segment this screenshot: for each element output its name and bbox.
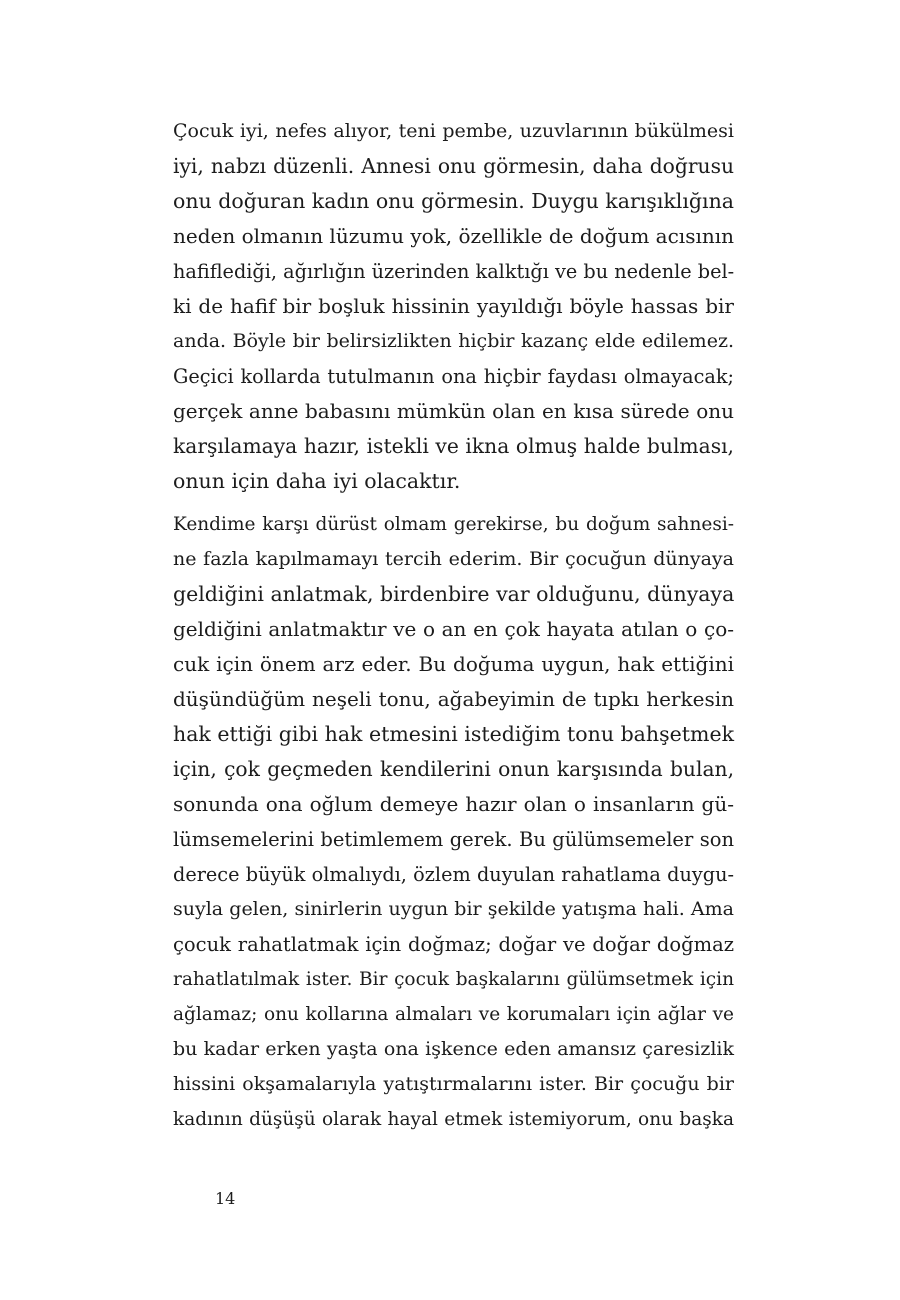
text-line: anda. Böyle bir belirsizlikten hiçbir kazanç elde edilemez.	[173, 330, 734, 352]
text-line: ki de hafif bir boşluk hissinin yayıldığı böyle hassas bir	[173, 294, 734, 318]
text-line: onu doğuran kadın onu görmesin. Duygu karışıklığına	[173, 189, 735, 213]
text-line: geldiğini anlatmak, birdenbire var olduğunu, dünyaya	[173, 582, 735, 606]
text-line: iyi, nabzı düzenli. Annesi onu görmesin, daha doğrusu	[173, 154, 734, 178]
text-line: derece büyük olmalıydı, özlem duyulan rahatlama duygu-	[173, 863, 734, 886]
text-line: ağlamaz; onu kollarına almaları ve korumaları için ağlar ve	[173, 1004, 734, 1025]
text-line: hissini okşamalarıyla yatıştırmalarını ister. Bir çocuğu bir	[173, 1073, 734, 1095]
text-line: kadının düşüşü olarak hayal etmek istemiyorum, onu başka	[173, 1109, 734, 1130]
text-line: neden olmanın lüzumu yok, özellikle de doğum acısının	[173, 224, 735, 248]
text-line: Kendime karşı dürüst olmam gerekirse, bu doğum sahnesi-	[173, 514, 734, 535]
text-line: için, çok geçmeden kendilerini onun karşısında bulan,	[173, 757, 734, 781]
paragraph-2	[173, 507, 734, 1137]
text-line: Geçici kollarda tutulmanın ona hiçbir faydası olmayacak;	[173, 365, 734, 388]
text-line: gerçek anne babasını mümkün olan en kısa sürede onu	[173, 399, 734, 423]
text-line: karşılamaya hazır, istekli ve ikna olmuş halde bulması,	[173, 434, 734, 458]
text-line: onun için daha iyi olacaktır.	[173, 469, 461, 493]
text-line: cuk için önem arz eder. Bu doğuma uygun, hak ettiğini	[173, 652, 734, 676]
text-line: suyla gelen, sinirlerin uygun bir şekilde yatışma hali. Ama	[173, 898, 734, 920]
page-number: 14	[215, 1189, 236, 1208]
body-text	[173, 114, 734, 1137]
text-line: hafiflediği, ağırlığın üzerinden kalktığı ve bu nedenle bel-	[173, 260, 735, 283]
text-line: sonunda ona oğlum demeye hazır olan o insanların gü-	[173, 792, 734, 816]
text-line: çocuk rahatlatmak için doğmaz; doğar ve doğar doğmaz	[173, 933, 734, 956]
paragraph-1	[173, 114, 734, 499]
text-line: ne fazla kapılmamayı tercih ederim. Bir çocuğun dünyaya	[173, 548, 734, 570]
text-line: hak ettiği gibi hak etmesini istediğim tonu bahşetmek	[173, 722, 734, 746]
paragraph-gap	[173, 499, 734, 507]
text-line: rahatlatılmak ister. Bir çocuk başkalarını gülümsetmek için	[173, 969, 734, 990]
text-line: bu kadar erken yaşta ona işkence eden amansız çaresizlik	[173, 1038, 734, 1060]
text-line: Çocuk iyi, nefes alıyor, teni pembe, uzuvlarının bükülmesi	[173, 120, 734, 142]
text-line: düşündüğüm neşeli tonu, ağabeyimin de tıpkı herkesin	[173, 687, 734, 711]
text-line: lümsemelerini betimlemem gerek. Bu gülümsemeler son	[173, 828, 734, 851]
text-line: geldiğini anlatmaktır ve o an en çok hayata atılan o ço-	[173, 617, 734, 641]
